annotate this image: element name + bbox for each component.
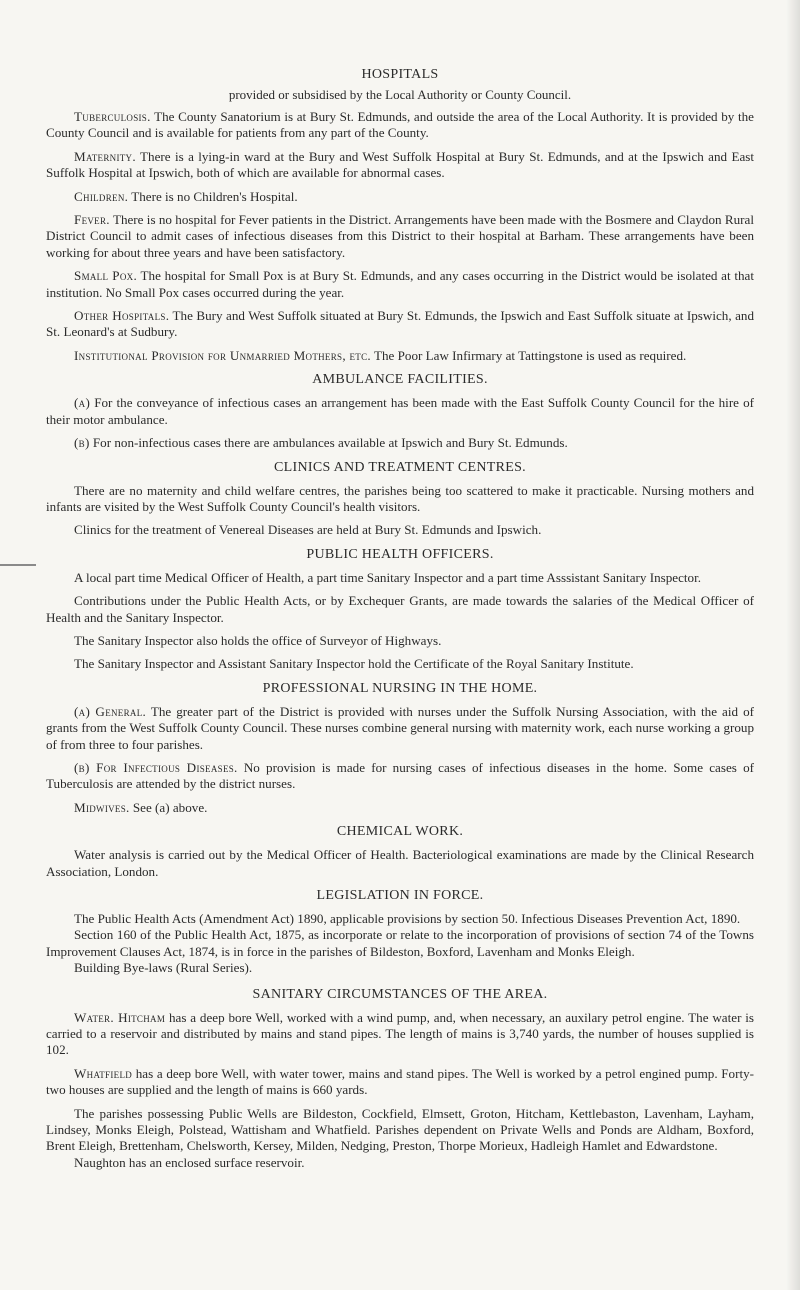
label-unmarried-mothers: Institutional Provision for Unmarried Mothers, etc. xyxy=(74,347,371,363)
paragraph-maternity: Maternity. There is a lying-in ward at the Bury and West Suffolk Hospital at Bury St. Edmunds, and at the Ipswich and East Suffolk Hospital at Ipswich, both of which are available for abnormal cases. xyxy=(46,148,754,181)
section-sanitary xyxy=(46,986,754,1172)
heading-sanitary: SANITARY CIRCUMSTANCES OF THE AREA. xyxy=(252,986,548,1002)
paragraph-legislation-1: The Public Health Acts (Amendment Act) 1890, applicable provisions by section 50. Infectious Diseases Prevention Act, 1890. xyxy=(74,911,741,926)
paragraph-clinics-2: Clinics for the treatment of Venereal Diseases are held at Bury St. Edmunds and Ipswich. xyxy=(74,522,542,538)
paragraph-water-hitcham: Water. Hitcham has a deep bore Well, worked with a wind pump, and, when necessary, an auxilary petrol engine. The water is carried to a reservoir and distributed by mains and stand pipes. The length of mains is 3,740 yards, the number of houses supplied is 102. xyxy=(46,1009,755,1058)
paragraph-legislation-2: Section 160 of the Public Health Act, 1875, as incorporate or relate to the incorporation of provisions of section 74 of the Towns Improvement Clauses Act, 1874, is in force in the parishes of Bildeston, Boxford, Lavenham and Monks Eleigh. xyxy=(46,927,754,959)
paragraph-unmarried-mothers: Institutional Provision for Unmarried Mothers, etc. The Poor Law Infirmary at Tattingstone is used as required. xyxy=(74,347,687,363)
label-maternity: Maternity. xyxy=(74,148,136,164)
section-clinics xyxy=(46,459,754,539)
label-fever: Fever. xyxy=(74,212,110,228)
section-legislation xyxy=(46,887,754,984)
margin-mark xyxy=(0,564,36,566)
paragraph-nursing-general: (a) General. The greater part of the District is provided with nurses under the Suffolk Nursing Association, with the aid of grants from the West Suffolk County Council. These nurses combine general nursing with maternity work, each nurse working a group of from three to four parishes. xyxy=(46,703,754,752)
section-officers xyxy=(46,546,754,673)
paragraph-other-hospitals: Other Hospitals. The Bury and West Suffolk situated at Bury St. Edmunds, the Ipswich and East Suffolk situate at Ipswich, and St. Leonard's at Sudbury. xyxy=(46,308,754,340)
paragraph-naughton: Naughton has an enclosed surface reservoir. xyxy=(74,1154,305,1170)
paragraph-legislation-3: Building Bye-laws (Rural Series). xyxy=(74,960,253,976)
paragraph-ambulance-b: (b) For non-infectious cases there are ambulances available at Ipswich and Bury St. Edmunds. xyxy=(74,435,568,451)
label-small-pox: Small Pox. xyxy=(74,268,138,284)
section-nursing xyxy=(46,680,754,816)
section-ambulance xyxy=(46,371,754,451)
paragraph-tuberculosis: Tuberculosis. The County Sanatorium is at Bury St. Edmunds, and outside the area of the Local Authority. It is provided by the County Council and is available for patients from any part of the County. xyxy=(46,109,754,141)
paragraph-officers-1: A local part time Medical Officer of Health, a part time Sanitary Inspector and a part time Asssistant Sanitary Inspector. xyxy=(74,569,701,585)
section-chemical xyxy=(46,823,754,880)
paragraph-officers-2: Contributions under the Public Health Acts, or by Exchequer Grants, are made towards the salaries of the Medical Officer of Health and the Sanitary Inspector. xyxy=(46,593,754,625)
section-hospitals xyxy=(46,66,754,364)
paragraph-children: Children. There is no Children's Hospital. xyxy=(74,188,298,204)
paragraph-fever: Fever. There is no hospital for Fever patients in the District. Arrangements have been made with the Bosmere and Claydon Rural District Council to admit cases of infectious diseases from this District to their hospital at Barham. These arrangements have been working for about three years and have been satisfactory. xyxy=(46,212,754,260)
heading-hospitals: HOSPITALS xyxy=(361,67,439,82)
paragraph-officers-3: The Sanitary Inspector also holds the office of Surveyor of Highways. xyxy=(74,632,442,648)
heading-nursing: PROFESSIONAL NURSING IN THE HOME. xyxy=(262,680,538,696)
paragraph-public-wells: The parishes possessing Public Wells are Bildeston, Cockfield, Elmsett, Groton, Hitcham, Kettlebaston, Lavenham, Layham, Lindsey, Monks Eleigh, Polstead, Wattisham and Whatfield. Parishes dependent on Private Wells and Ponds are Aldham, Boxford, Brent Eleigh, Brettenham, Chelsworth, Kersey, Milden, Nedging, Preston, Thorpe Morieux, Hadleigh Hamlet and Edwardstone. xyxy=(46,1105,754,1154)
heading-legislation: LEGISLATION IN FORCE. xyxy=(316,888,484,903)
paragraph-whatfield: Whatfield has a deep bore Well, with water tower, mains and stand pipes. The Well is worked by a petrol engined pump. Forty-two houses are supplied and the length of mains is 660 yards. xyxy=(46,1065,754,1098)
paragraph-small-pox: Small Pox. The hospital for Small Pox is at Bury St. Edmunds, and any cases occurring in the District would be isolated at that institution. No Small Pox cases occurred during the year. xyxy=(46,268,754,300)
paragraph-ambulance-a: (a) For the conveyance of infectious cases an arrangement has been made with the East Suffolk County Council for the hire of their motor ambulance. xyxy=(46,395,754,427)
heading-clinics: CLINICS AND TREATMENT CENTRES. xyxy=(274,459,526,475)
subheading-hospitals: provided or subsidised by the Local Authority or County Council. xyxy=(228,87,572,102)
heading-officers: PUBLIC HEALTH OFFICERS. xyxy=(306,546,494,562)
paragraph-midwives: Midwives. See (a) above. xyxy=(74,799,208,815)
paragraph-clinics-1: There are no maternity and child welfare centres, the parishes being too scattered to make it practicable. Nursing mothers and infants are visited by the West Suffolk County Council's health visitors. xyxy=(46,482,754,514)
label-other-hospitals: Other Hospitals. xyxy=(74,308,170,324)
paragraph-nursing-infectious: (b) For Infectious Diseases. No provision is made for nursing cases of infectious diseases in the home. Some cases of Tuberculosis are attended by the district nurses. xyxy=(46,759,754,792)
paragraph-officers-4: The Sanitary Inspector and Assistant Sanitary Inspector hold the Certificate of the Royal Sanitary Institute. xyxy=(74,656,634,672)
label-tuberculosis: Tuberculosis. xyxy=(74,109,151,124)
paragraph-chemical-1: Water analysis is carried out by the Medical Officer of Health. Bacteriological examinations are made by the Clinical Research Association, London. xyxy=(46,847,754,879)
label-children: Children. xyxy=(74,188,129,204)
heading-chemical: CHEMICAL WORK. xyxy=(336,824,464,840)
page-edge-shadow xyxy=(786,0,800,1290)
heading-ambulance: AMBULANCE FACILITIES. xyxy=(312,372,488,388)
